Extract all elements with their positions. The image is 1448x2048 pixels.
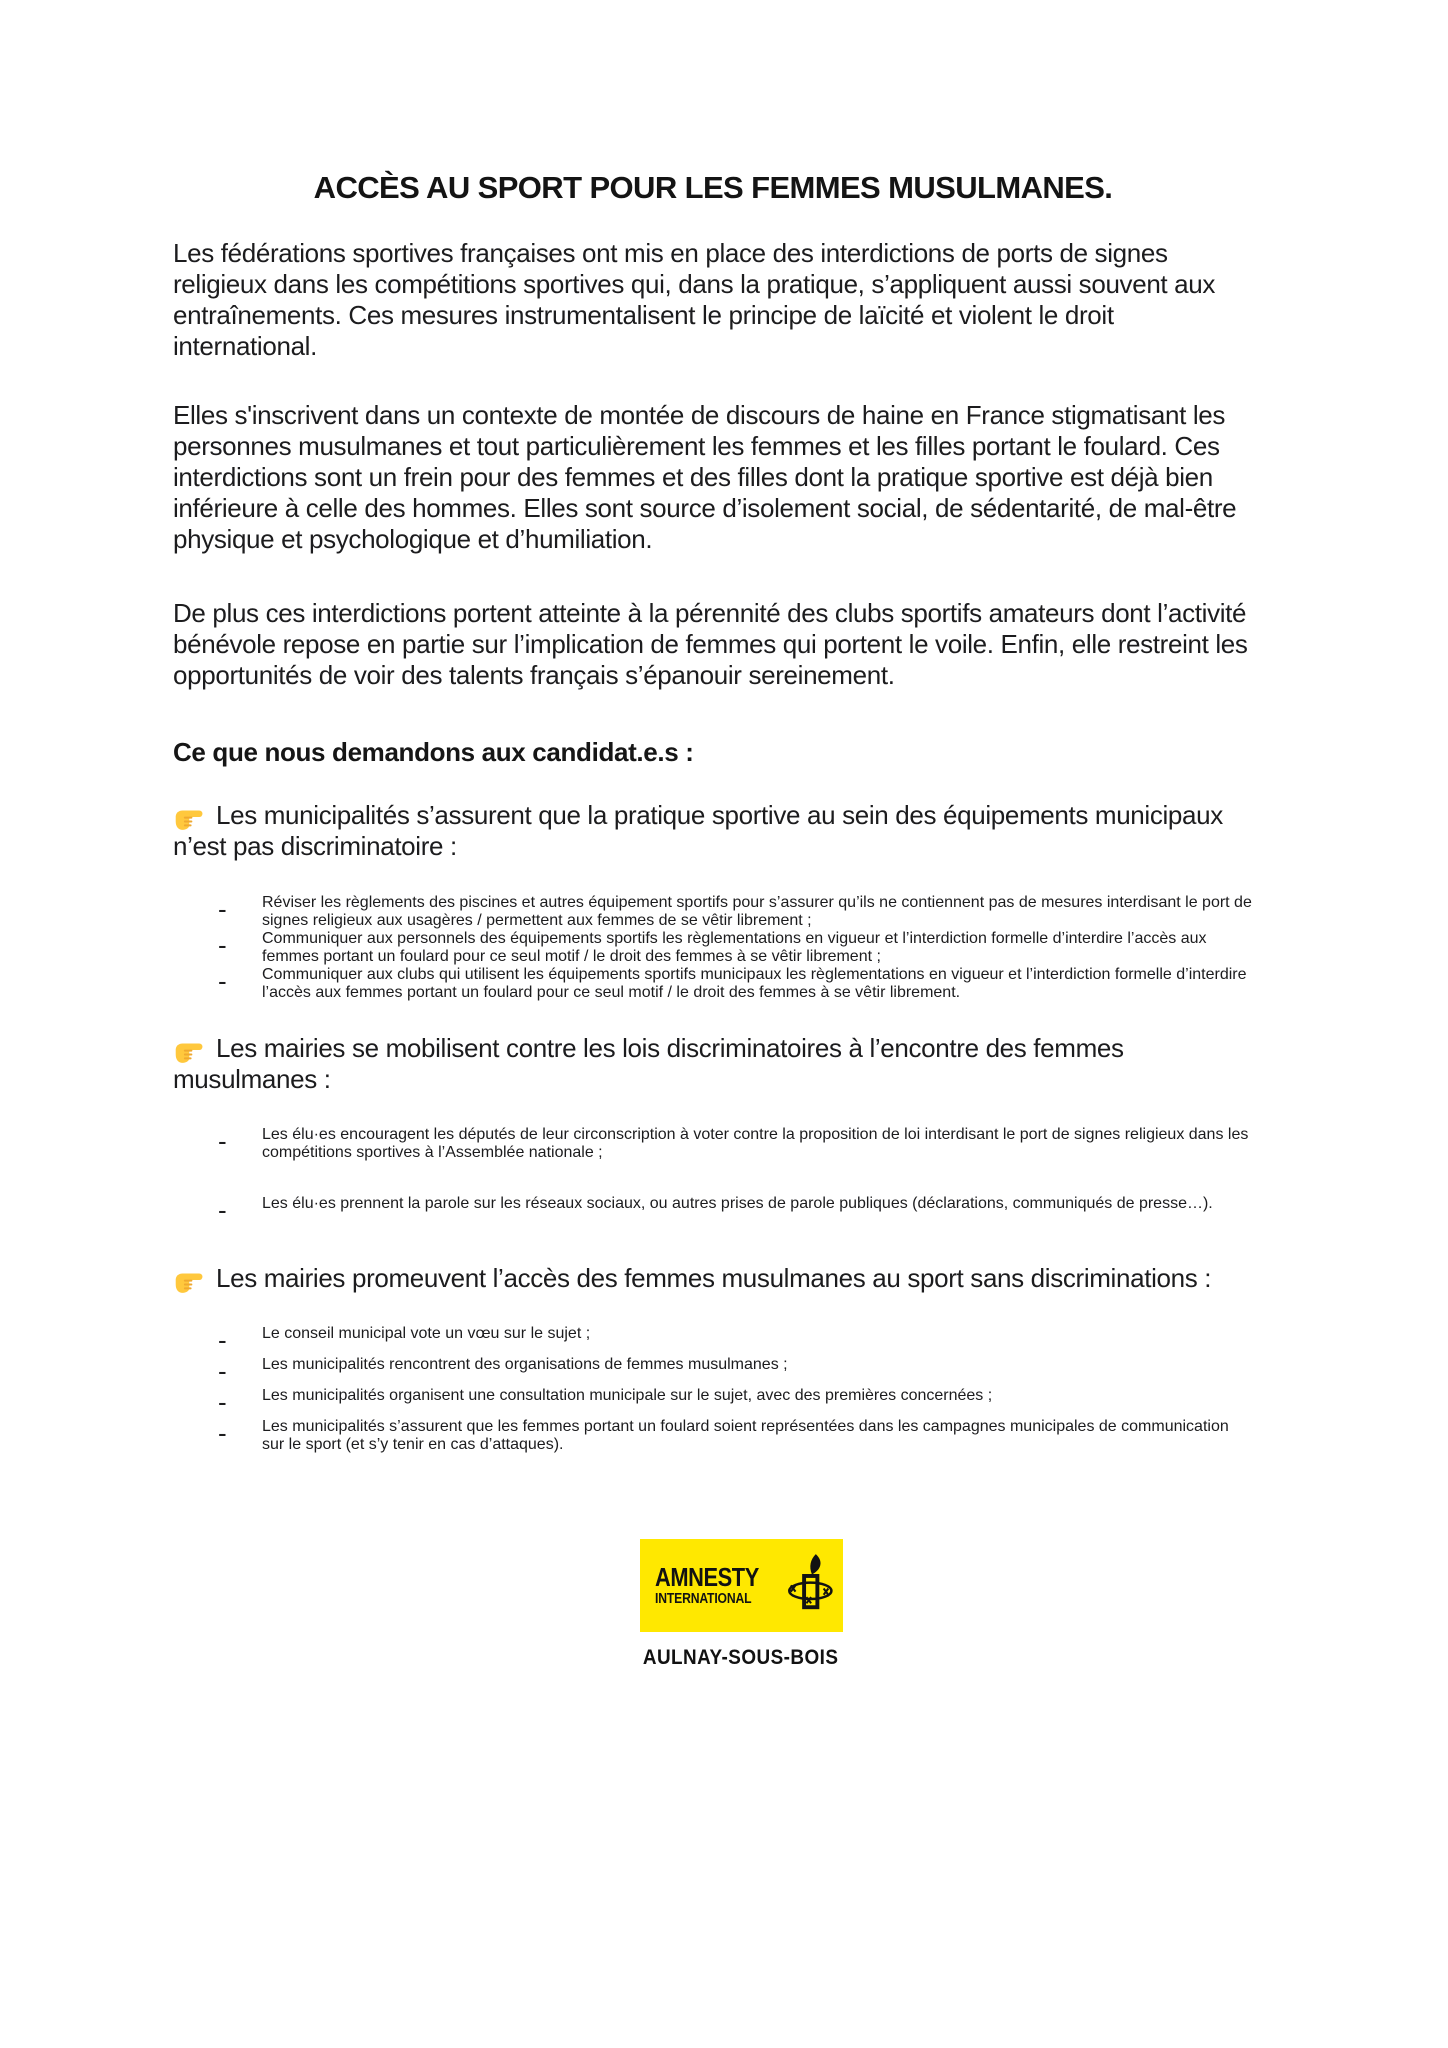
list-item <box>173 1418 1253 1454</box>
demand-section <box>173 800 1253 1002</box>
intro-paragraph: De plus ces interdictions portent atteinte à la pérennité des clubs sportifs amateurs dont l’activité bénévole repose en partie sur l’implication de femmes qui portent le voile. Enfin, elle restreint les opportunités de voir des talents français s’épanouir sereinement. <box>173 598 1248 690</box>
list-item-marker: - <box>218 894 227 924</box>
list-item <box>173 1387 1253 1418</box>
pointing-right-icon <box>173 1263 204 1294</box>
list-item <box>173 1126 1253 1162</box>
demand-lead-text: Les mairies se mobilisent contre les lois discriminatoires à l’encontre des femmes musulmanes : <box>173 1033 1124 1094</box>
demand-list <box>173 1126 1253 1226</box>
demand-lead <box>173 1033 1253 1095</box>
list-item-marker: - <box>218 1126 227 1156</box>
pointing-right-icon <box>173 1033 204 1064</box>
amnesty-logo-text <box>654 1561 783 1608</box>
demand-lead <box>173 1263 1253 1294</box>
list-item-text: Le conseil municipal vote un vœu sur le sujet ; <box>262 1325 591 1342</box>
demand-section <box>173 1263 1253 1454</box>
document-content <box>173 172 1253 1670</box>
list-item <box>173 1356 1253 1387</box>
list-item <box>173 966 1253 1002</box>
demand-lead-text: Les mairies promeuvent l’accès des femmes musulmanes au sport sans discriminations : <box>216 1263 1212 1293</box>
list-item-marker: - <box>218 1418 227 1448</box>
list-item-text: Les municipalités rencontrent des organisations de femmes musulmanes ; <box>262 1356 788 1373</box>
list-item-text: Les municipalités s’assurent que les femmes portant un foulard soient représentées dans les campagnes municipales de communication sur le sport (et s’y tenir en cas d’attaques). <box>262 1418 1229 1453</box>
list-item-text: Les élu·es encouragent les députés de leur circonscription à voter contre la proposition de loi interdisant le port de signes religieux dans les compétitions sportives à l’Assemblée nationale ; <box>262 1126 1249 1161</box>
list-item <box>173 1195 1253 1226</box>
list-item <box>173 1325 1253 1356</box>
demand-lead <box>173 800 1253 862</box>
list-item <box>173 930 1253 966</box>
footer <box>201 1539 1281 1670</box>
demand-section <box>173 1033 1253 1226</box>
amnesty-logo <box>640 1539 843 1632</box>
pointing-right-icon <box>173 800 204 831</box>
footer-location: AULNAY-SOUS-BOIS <box>643 1646 839 1669</box>
amnesty-candle-icon <box>783 1552 833 1619</box>
list-item-marker: - <box>218 1356 227 1386</box>
list-item-marker: - <box>218 1195 227 1225</box>
demand-lead-text: Les municipalités s’assurent que la pratique sportive au sein des équipements municipaux n’est pas discriminatoire : <box>173 800 1223 861</box>
demand-list <box>173 894 1253 1002</box>
amnesty-logo-line2: INTERNATIONAL <box>654 1590 751 1607</box>
list-item-marker: - <box>218 1387 227 1417</box>
list-item-text: Réviser les règlements des piscines et autres équipement sportifs pour s’assurer qu’ils ne contiennent pas de mesures interdisant le port de signes religieux aux usagères / permettent aux femmes de se vêtir librement ; <box>262 894 1252 929</box>
demand-list <box>173 1325 1253 1454</box>
list-item-marker: - <box>218 1325 227 1355</box>
list-item-marker: - <box>218 966 227 996</box>
amnesty-logo-line1: AMNESTY <box>654 1561 759 1592</box>
intro-paragraph: Elles s'inscrivent dans un contexte de montée de discours de haine en France stigmatisant les personnes musulmanes et tout particulièrement les femmes et les filles portant le foulard. Ces interdictions sont un frein pour des femmes et des filles dont la pratique sportive est déjà bien inférieure à celle des hommes. Elles sont source d’isolement social, de sédentarité, de mal-être physique et psychologique et d’humiliation. <box>173 400 1237 554</box>
list-item <box>173 894 1253 930</box>
list-item-text: Communiquer aux clubs qui utilisent les équipements sportifs municipaux les règlementations en vigueur et l’interdiction formelle d’interdire l’accès aux femmes portant un foulard pour ce seul motif / le droit des femmes à se vêtir librement. <box>262 966 1247 1001</box>
list-item-text: Les municipalités organisent une consultation municipale sur le sujet, avec des premières concernées ; <box>262 1387 993 1404</box>
list-item-text: Les élu·es prennent la parole sur les réseaux sociaux, ou autres prises de parole publiques (déclarations, communiqués de presse…). <box>262 1195 1213 1212</box>
demands-heading: Ce que nous demandons aux candidat.e.s : <box>173 737 694 767</box>
document-title: ACCÈS AU SPORT POUR LES FEMMES MUSULMANES. <box>313 170 1113 205</box>
list-item-text: Communiquer aux personnels des équipements sportifs les règlementations en vigueur et l’interdiction formelle d’interdire l’accès aux femmes portant un foulard pour ce seul motif / le droit des femmes à se vêtir librement ; <box>262 930 1207 965</box>
intro-paragraph: Les fédérations sportives françaises ont mis en place des interdictions de ports de signes religieux dans les compétitions sportives qui, dans la pratique, s’appliquent aussi souvent aux entraînements. Ces mesures instrumentalisent le principe de laïcité et violent le droit international. <box>173 238 1216 361</box>
list-item-marker: - <box>218 930 227 960</box>
